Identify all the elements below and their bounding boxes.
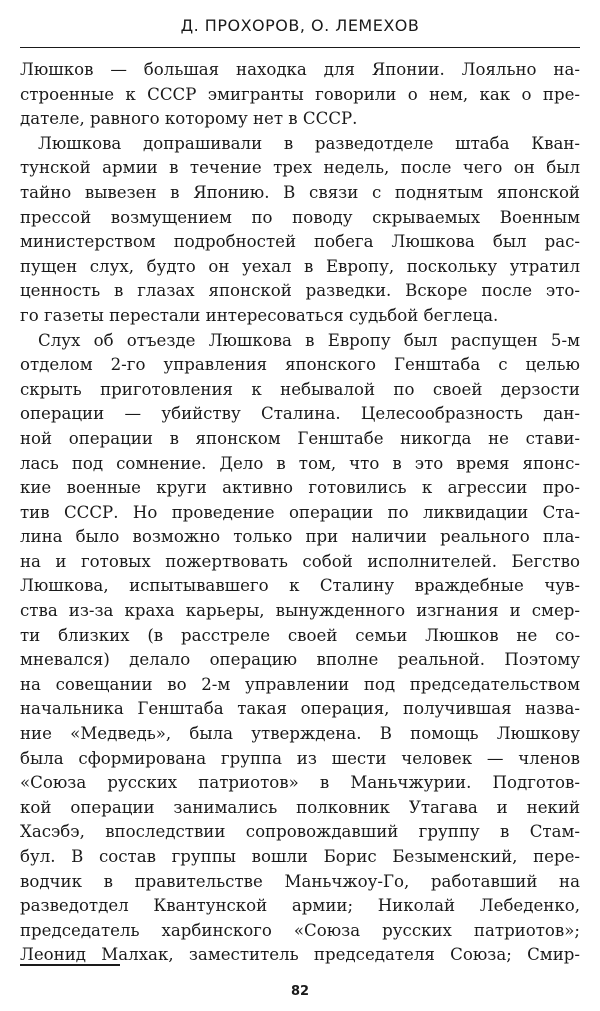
text-line: го газеты перестали интересоваться судьбой беглеца.: [20, 305, 499, 325]
text-line: Леонид Малхак, заместитель председателя Союза; Смир-: [20, 945, 580, 965]
text-line: тайно вывезен в Японию. В связи с поднятым японской: [20, 182, 580, 202]
text-line: на совещании во 2-м управлении под председательством: [20, 674, 580, 694]
text-line: пущен слух, будто он уехал в Европу, поскольку утратил: [20, 256, 580, 276]
text-line: на и готовых пожертвовать собой исполнителей. Бегство: [20, 551, 580, 571]
text-line: мневался) делало операцию вполне реальной. Поэтому: [20, 650, 580, 670]
text-line: «Союза русских патриотов» в Маньчжурии. Подготов-: [20, 773, 580, 793]
running-head: Д. ПРОХОРОВ, О. ЛЕМЕХОВ: [180, 16, 420, 35]
text-line: ти близких (в расстреле своей семьи Люшков не со-: [20, 625, 580, 645]
text-line: была сформирована группа из шести человек — членов: [20, 748, 580, 768]
text-line: начальника Генштаба такая операция, получившая назва-: [20, 699, 580, 719]
text-line: операции — убийству Сталина. Целесообразность дан-: [20, 404, 580, 424]
text-line: кой операции занимались полковник Утагава и некий: [20, 797, 580, 817]
text-line: кие военные круги активно готовились к агрессии про-: [20, 478, 580, 498]
text-line: Слух об отъезде Люшкова в Европу был распущен 5-м: [38, 330, 580, 350]
text-line: разведотдел Квантунской армии; Николай Лебеденко,: [20, 896, 580, 916]
text-line: отделом 2-го управления японского Генштаба с целью: [20, 355, 580, 375]
text-line: скрыть приготовления к небывалой по своей дерзости: [20, 379, 580, 399]
text-line: строенные к СССР эмигранты говорили о нем, как о пре-: [20, 84, 580, 104]
text-line: Хасэбэ, впоследствии сопровождавший группу в Стам-: [20, 822, 580, 842]
text-line: дателе, равного которому нет в СССР.: [20, 109, 358, 129]
text-line: тив СССР. Но проведение операции по ликвидации Ста-: [20, 502, 580, 522]
text-line: бул. В состав группы вошли Борис Безыменский, пере-: [20, 847, 580, 866]
text-line: Люшков — большая находка для Японии. Лояльно на-: [20, 60, 580, 79]
page-number: 82: [290, 984, 310, 999]
text-line: лась под сомнение. Дело в том, что в это время японс-: [20, 453, 580, 473]
text-line: лина было возможно только при наличии реального пла-: [20, 527, 580, 547]
text-line: прессой возмущением по поводу скрываемых Военным: [20, 207, 580, 227]
header-rule: [20, 47, 580, 48]
text-line: Люшкова, испытывавшего к Сталину враждебные чув-: [20, 576, 580, 596]
text-line: ной операции в японском Генштабе никогда не стави-: [20, 428, 580, 448]
text-line: тунской армии в течение трех недель, после чего он был: [20, 158, 580, 178]
text-line: министерством подробностей побега Люшкова был рас-: [20, 232, 580, 252]
text-line: председатель харбинского «Союза русских патриотов»;: [20, 920, 580, 940]
text-line: ства из-за краха карьеры, вынужденного изгнания и смер-: [20, 601, 580, 621]
body-text: [20, 58, 580, 968]
footnote-rule: [20, 964, 120, 966]
text-line: Люшкова допрашивали в разведотделе штаба Кван-: [38, 133, 580, 153]
text-line: ние «Медведь», была утверждена. В помощь Люшкову: [20, 724, 580, 744]
text-line: ценность в глазах японской разведки. Вскоре после это-: [20, 281, 580, 301]
text-line: водчик в правительстве Маньчжоу-Го, работавший на: [20, 871, 580, 891]
